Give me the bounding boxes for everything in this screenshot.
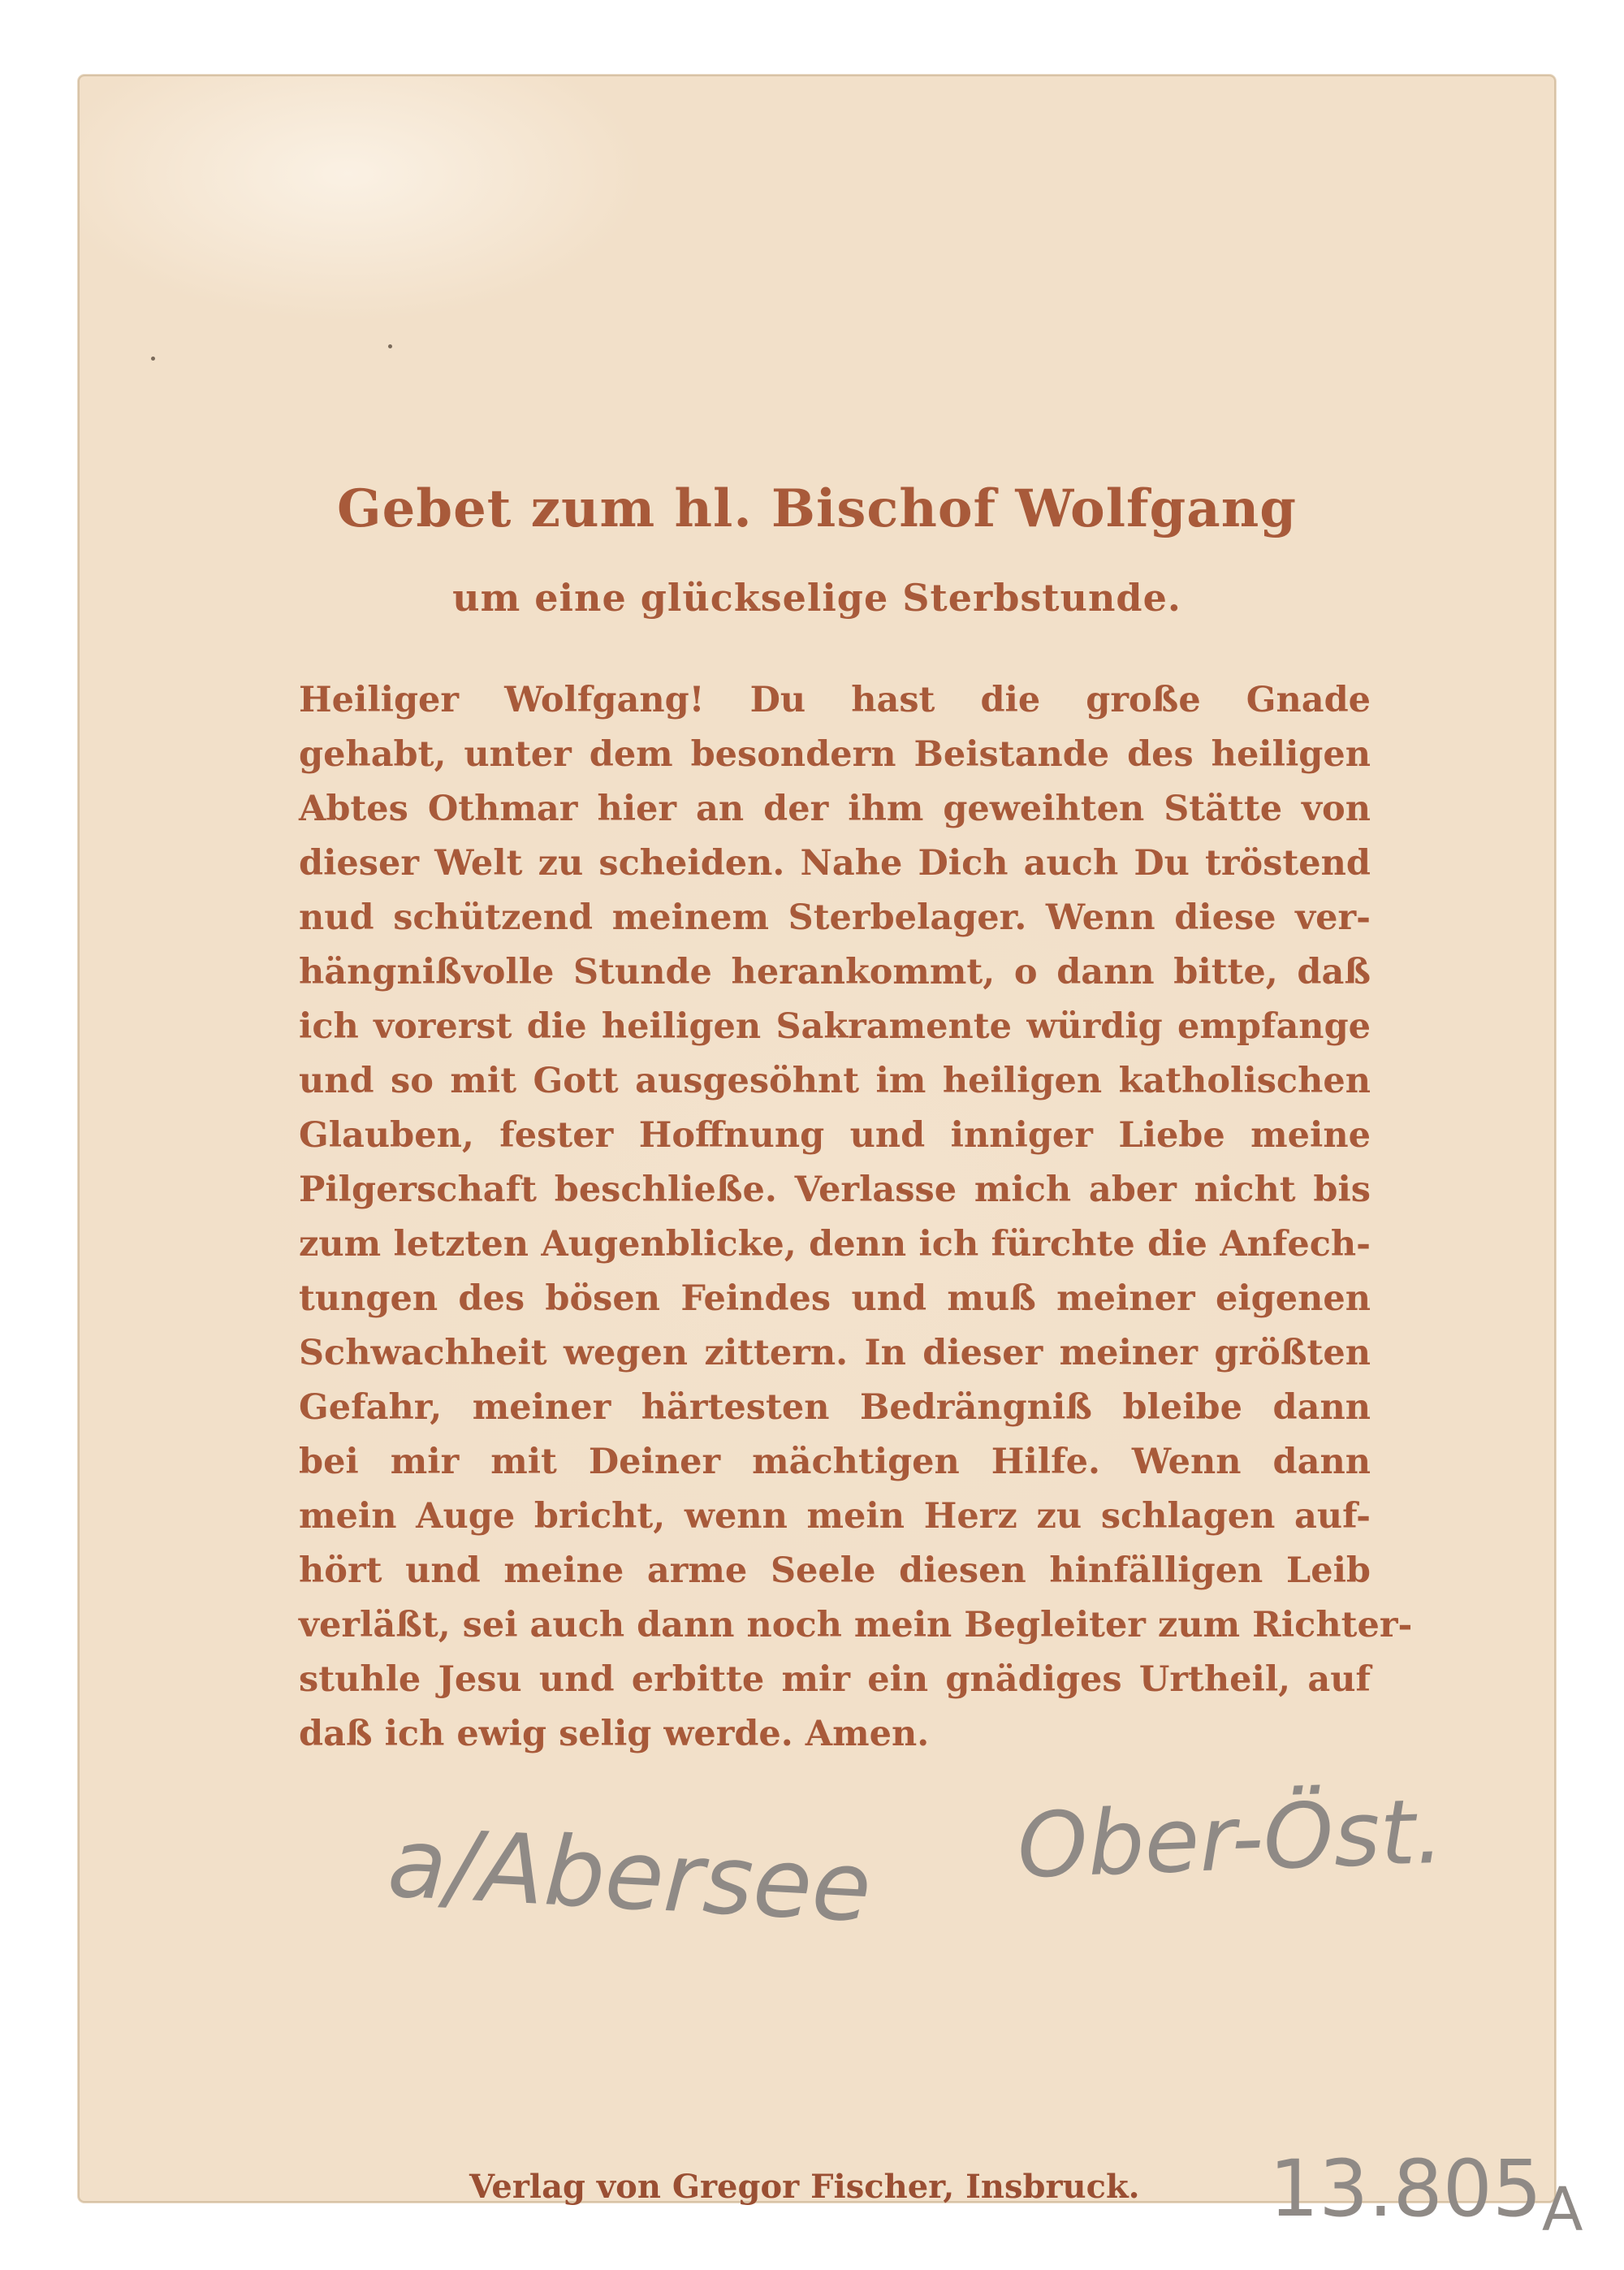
publisher-imprint: Verlag von Gregor Fischer, Insbruck. [469,2168,1140,2206]
catalog-number-value: 13.805 [1269,2143,1542,2234]
paper-speck [151,357,155,361]
paper-speck [388,344,392,348]
prayer-line: daß ich ewig selig werde. Amen. [299,1714,930,1754]
prayer-line: Abtes Othmar hier an der ihm geweihten Stätte von [299,789,1371,829]
prayer-line: Gefahr, meiner härtesten Bedrängniß bleibe dann [299,1387,1371,1428]
prayer-line: Glauben, fester Hoffnung und inniger Liebe meine [299,1115,1371,1156]
prayer-line: mein Auge bricht, wenn mein Herz zu schlagen auf- [299,1496,1371,1537]
prayer-line: bei mir mit Deiner mächtigen Hilfe. Wenn dann [299,1442,1371,1482]
prayer-line: nud schützend meinem Sterbelager. Wenn diese ver- [299,897,1371,938]
catalog-number [1269,2143,1583,2245]
prayer-line: und so mit Gott ausgesöhnt im heiligen katholischen [299,1061,1371,1101]
handwritten-location-note: a/Abersee [385,1806,875,1944]
prayer-line: tungen des bösen Feindes und muß meiner eigenen [299,1278,1371,1319]
prayer-line: gehabt, unter dem besondern Beistande des heiligen [299,734,1371,775]
prayer-line: Schwachheit wegen zittern. In dieser meiner größten [299,1333,1371,1373]
prayer-card [78,75,1583,2245]
prayer-line: verläßt, sei auch dann noch mein Begleiter zum Richter- [299,1605,1413,1645]
catalog-number-suffix: A [1541,2175,1583,2245]
handwritten-region-note: Ober-Öst. [1015,1779,1445,1898]
prayer-line: Pilgerschaft beschließe. Verlasse mich aber nicht bis [299,1170,1371,1210]
prayer-text [299,673,1413,1762]
prayer-line: hört und meine arme Seele diesen hinfälligen Leib [299,1550,1371,1591]
prayer-line: hängnißvolle Stunde herankommt, o dann bitte, daß [299,952,1371,992]
prayer-line: Heiliger Wolfgang! Du hast die große Gnade [299,680,1371,720]
prayer-line: dieser Welt zu scheiden. Nahe Dich auch Du tröstend [299,843,1371,884]
prayer-line: zum letzten Augenblicke, denn ich fürchte die Anfech- [299,1224,1371,1265]
prayer-subtitle: um eine glückselige Sterbstunde. [452,576,1181,620]
prayer-title: Gebet zum hl. Bischof Wolfgang [336,478,1298,539]
prayer-line: ich vorerst die heiligen Sakramente würdig empfange [299,1006,1371,1047]
prayer-line: stuhle Jesu und erbitte mir ein gnädiges Urtheil, auf [299,1659,1371,1700]
